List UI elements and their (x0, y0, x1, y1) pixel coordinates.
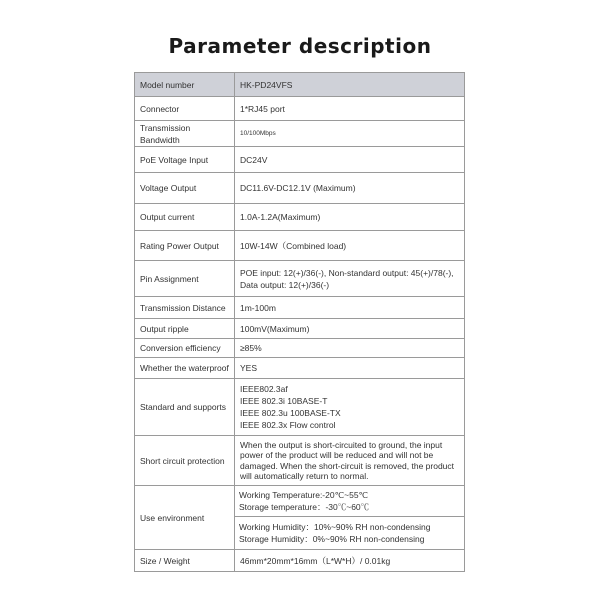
row-value: 46mm*20mm*16mm（L*W*H）/ 0.01kg (235, 550, 465, 572)
protection-line: power of the product will be reduced and will not be (240, 450, 434, 460)
table-row (135, 297, 465, 319)
humidity-cell (235, 517, 465, 550)
row-value: 1m-100m (235, 297, 465, 319)
row-value: 100mV(Maximum) (235, 319, 465, 339)
table-row (135, 73, 465, 97)
table-row (135, 204, 465, 231)
row-label: Use environment (135, 486, 235, 550)
row-value: 10W-14W（Combined load) (235, 231, 465, 261)
environment-line: Storage Humidity：0%~90% RH non-condensing (239, 534, 425, 544)
row-value: ≥85% (235, 339, 465, 358)
row-value: DC11.6V-DC12.1V (Maximum) (235, 173, 465, 204)
pin-assignment-line: POE input: 12(+)/36(-), Non-standard output: 45(+)/78(-), (240, 267, 454, 278)
standard-line: IEEE802.3af (240, 384, 288, 394)
row-label: Connector (135, 97, 235, 121)
row-value: DC24V (235, 147, 465, 173)
table-row (135, 147, 465, 173)
row-label: Model number (135, 73, 235, 97)
table-row (135, 486, 465, 517)
row-label: Voltage Output (135, 173, 235, 204)
table-row (135, 231, 465, 261)
parameter-table (134, 72, 465, 572)
table-row (135, 379, 465, 436)
row-value (235, 436, 465, 486)
row-value: 1*RJ45 port (235, 97, 465, 121)
row-label: Output ripple (135, 319, 235, 339)
row-label: Output current (135, 204, 235, 231)
row-label: Rating Power Output (135, 231, 235, 261)
row-value (235, 379, 465, 436)
table-row (135, 97, 465, 121)
table-row (135, 339, 465, 358)
standard-line: IEEE 802.3i 10BASE-T (240, 396, 328, 406)
row-value: YES (235, 358, 465, 379)
row-value (235, 261, 465, 297)
row-value: 10/100Mbps (235, 121, 465, 147)
environment-line: Working Temperature:-20℃~55℃ (239, 490, 369, 500)
table-row (135, 358, 465, 379)
protection-line: damaged. When the short-circuit is removed, the product (240, 460, 455, 471)
row-label: Transmission Distance (135, 297, 235, 319)
pin-assignment-line: Data output: 12(+)/36(-) (240, 279, 330, 290)
standard-line: IEEE 802.3x Flow control (240, 420, 336, 430)
row-value: HK-PD24VFS (235, 73, 465, 97)
row-label: PoE Voltage Input (135, 147, 235, 173)
temperature-cell (235, 486, 465, 517)
row-label: Standard and supports (135, 379, 235, 436)
table-row (135, 261, 465, 297)
table-row (135, 319, 465, 339)
row-label: Whether the waterproof (135, 358, 235, 379)
row-label: Short circuit protection (135, 436, 235, 486)
row-label: Conversion efficiency (135, 339, 235, 358)
page-title: Parameter description (168, 34, 432, 58)
table-row (135, 550, 465, 572)
standard-line: IEEE 802.3u 100BASE-TX (240, 408, 341, 418)
row-label: Transmission Bandwidth (135, 121, 235, 147)
table-row (135, 121, 465, 147)
protection-line: will automatically return to normal. (240, 471, 369, 481)
row-value: 1.0A-1.2A(Maximum) (235, 204, 465, 231)
environment-line: Storage temperature：-30℃~60℃ (239, 502, 370, 512)
row-label: Size / Weight (135, 550, 235, 572)
protection-line: When the output is short-circuited to ground, the input (240, 439, 443, 450)
row-label: Pin Assignment (135, 261, 235, 297)
table-row (135, 173, 465, 204)
environment-line: Working Humidity：10%~90% RH non-condensing (239, 522, 431, 532)
table-row (135, 436, 465, 486)
